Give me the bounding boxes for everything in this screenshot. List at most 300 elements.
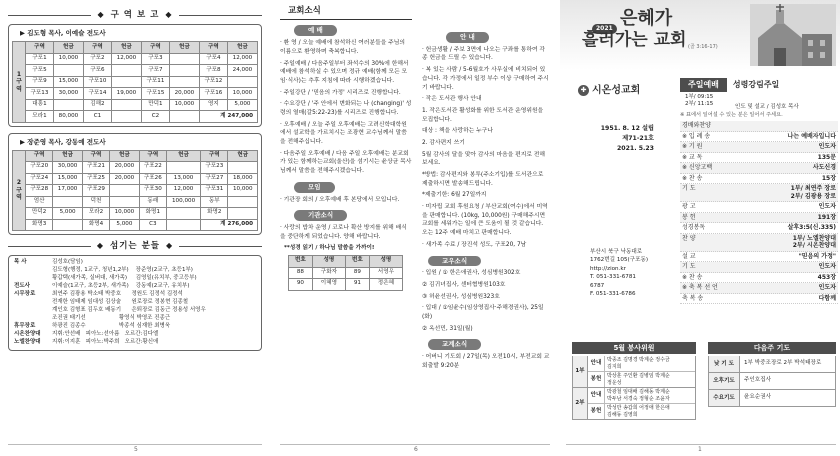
table-cell: 구포28 [26,185,53,197]
table-cell: 5,000 [227,99,257,111]
table-cell: 88 [289,267,313,279]
table-row [13,65,258,77]
church-items [422,269,550,333]
staff-names: 김도형(행정, 1교구, 청년1,2부) 장준영(2교구, 초등1부) [52,267,193,274]
table-cell: 구포22 [139,162,166,174]
table-cell: 구포8 [199,65,227,77]
order-detail: 인도자 [818,263,836,270]
news-item: 2. 감사편지 쓰기 [422,139,465,146]
table-cell: C3 [139,219,166,231]
table-cell: 구포10 [83,76,111,88]
table-cell [111,65,141,77]
staff-role: 목 사 [14,259,27,266]
server-part-label: 1부 [573,356,588,387]
staff-role [14,267,52,275]
table-row [13,208,258,220]
table-cell [167,208,201,220]
order-item: ※ 축 복 선 언 [682,284,718,291]
table-cell: 구포27 [201,173,228,185]
address-line: http://zion.kr [590,265,626,272]
table-row [13,111,258,123]
district-label: 1 구 역 [13,42,26,123]
address-line: F. 051-331-6786 [590,290,636,297]
table-cell [111,76,141,88]
staff-names: 황갑택(새가족, 실버대, 새가족) 김영일(유치부, 중고등부) [52,275,197,282]
next-prayer-title: 다음주 기도 [708,342,836,354]
table-cell: 구포12 [199,76,227,88]
meeting-label: 모임 [294,182,335,193]
order-item: ※ 교 독 [682,153,703,161]
page-1-cover [560,0,840,456]
order-item: 경배와찬양 [682,122,711,129]
table-cell: 화명4 [82,219,109,231]
order-detail: 135문 [817,153,836,161]
news-column [280,6,412,291]
staff-names: 최연주 김광용 박소태 박중호 정원도 김정석 김정석 [52,291,183,298]
table-cell: 구포24 [26,173,53,185]
column-header: 헌금 [111,42,141,54]
address-line: 부산시 북구 낙동대로 [590,249,643,255]
page-number: 6 [414,445,418,453]
order-item: 기 도 [682,263,696,270]
table-cell: 20,000 [110,173,139,185]
district-total: 계 247,000 [199,111,257,123]
table-row [13,173,258,185]
table-row [13,196,258,208]
table-cell: 12,000 [111,53,141,65]
table-cell: C1 [83,111,111,123]
table-cell: 구포25 [82,173,109,185]
order-row [680,163,838,174]
order-detail: 1부/ 최연주 장로 2부/ 김광용 장로 [790,185,836,200]
table-cell: 구포21 [82,162,109,174]
table-cell: 구포16 [199,88,227,100]
table-cell: 15,000 [53,173,82,185]
offering-section-title: ◆ 구 역 보 고 ◆ [8,10,262,21]
next-prayer-table [708,356,836,407]
staff-role: 노엘찬양대 [14,339,41,346]
server-role: 안내 [588,356,605,371]
order-detail: 나는 예배자입니다 [787,132,836,140]
table-cell: 영지 [199,99,227,111]
staff-names: 지휘:안선배 피아노:선아름 오르간:김다엘 [52,331,159,338]
column-header: 구역 [82,150,109,162]
service-times: 1부/ 09:15 2부/ 11:15 [685,94,714,108]
news-item: · 새가족 수료 / 장진석 성도, 구포20, 7남 [422,241,527,248]
news-item: · 수요강단 / '주 안에서 변화되는 나 (changing)' 성령의 열매(갈5:22-23)를 시리즈로 진행합니다. [280,101,412,117]
server-role: 안내 [588,388,605,403]
order-row [680,283,838,294]
table-cell: 화명2 [201,208,228,220]
table-cell: 구포13 [26,88,54,100]
reading-table [288,255,403,291]
staff-role: 휴무장로 [14,323,36,330]
column-header: 구역 [139,150,166,162]
table-cell: 화명1 [139,208,166,220]
table-cell: 구포9 [26,76,54,88]
table-cell: 김해2 [83,99,111,111]
staff-role: 전도사 [14,283,30,290]
table-cell: 구포20 [26,162,53,174]
table-cell: 5,000 [53,208,82,220]
table-cell: 구포14 [83,88,111,100]
order-leader: 인도 및 설교 / 김성호 목사 [735,104,799,110]
district1-table [12,41,258,123]
table-cell: 모라2 [82,208,109,220]
table-cell: 10,000 [110,208,139,220]
table-cell: 구포23 [201,162,228,174]
table-cell: 12,000 [167,185,201,197]
news-item: · 미자립 교회 후원요청 / 부산교회(여수)에서 미역을 판매합니다. (10kg, 10,000원) 구매해주시면 교회를 세워가는 일에 큰 도움이 될 것 같습니다. 오는 12주 예배 마치고 판매합니다. [422,204,548,237]
table-cell: 90 [289,279,313,291]
table-cell: 24,000 [227,65,257,77]
news-item: · 입대 / ①임윤수(임상영집사·주해경권사), 25일(화) [422,305,544,321]
order-item: ※ 신앙고백 [682,164,713,171]
news-item: 1. 작은도서관 활성화를 위한 도서관 운영위원을 모집합니다. [422,107,544,123]
district-label: 2 구 역 [13,150,26,231]
server-role: 봉헌 [588,372,605,387]
table-row [13,219,258,231]
column-header: 번호 [289,256,313,268]
notice-label: 안 내 [446,32,489,43]
server-row [588,403,695,419]
order-row [680,294,838,305]
table-row [289,267,403,279]
column-header: 헌금 [53,150,82,162]
table-cell: 구포7 [141,65,169,77]
server-part [572,356,696,388]
column-header: 구역 [201,150,228,162]
server-row [588,356,695,371]
order-detail: "믿음의 가정" [798,252,836,260]
staff-names: 조진권 태기선 황영식 박영조 진종근 [52,315,171,322]
table-row [13,76,258,88]
news-item: 대상 : 책을 사랑하는 누구나 [422,128,493,135]
table-row [13,53,258,65]
table-cell: 80,000 [53,111,83,123]
table-cell [169,53,199,65]
table-cell: 89 [345,267,369,279]
news-item: · 기관장 회의 / 오후예배 후 본당에서 모입니다. [280,196,400,203]
order-item: 기 도 [682,185,696,192]
verse-ref: (골 3:16-17) [688,44,718,50]
table-cell [53,219,82,231]
table-header-row [13,150,258,162]
order-row [680,184,838,202]
prayer-person: 주인호집사 [744,377,772,384]
news-item: *제출기한: 6월 27일까지 [422,192,487,199]
district2-table [12,150,258,232]
table-cell: 구포31 [201,185,228,197]
district1-box [8,24,262,126]
table-cell [228,162,258,174]
prayer-person: 윤요순권사 [744,394,772,401]
table-row [13,88,258,100]
prayer-person: 1부 박중조장로 2부 박석태장로 [744,360,822,367]
cover-header [560,0,840,70]
table-header-row [289,256,403,268]
server-part-label: 2부 [573,388,588,419]
table-cell: 구포15 [141,88,169,100]
table-cell: 10,000 [228,185,258,197]
page-5 [0,0,268,456]
order-detail: 인도자 [818,143,836,150]
table-cell [110,185,139,197]
table-cell: 구포2 [83,53,111,65]
table-cell: 10,000 [53,53,83,65]
table-cell [169,65,199,77]
news-item: · 어버니 기도회 / 27일(목) 오전10시, 부전교회 교회출발 9:20분 [422,354,550,369]
cover-title-line1: 은혜가 [620,8,673,29]
staff-names: 계인호 김형표 김두호 배동기 은퇴장로 김동근 정용성 서영우 [52,307,206,314]
prayer-slot: 낮 기 도 [709,356,740,372]
table-cell: 12,000 [227,53,257,65]
table-cell: 구포4 [199,53,227,65]
table-cell [111,99,141,111]
page-number: 5 [134,445,138,453]
order-item: ※ 입 례 송 [682,132,711,140]
table-row [289,279,403,291]
order-row [680,202,838,213]
news-item: · 헌금생활 / 주보 3면에 나오는 구좌를 통하여 각종 헌금을 드릴 수 있습니다. [422,46,546,62]
column-header: 구역 [26,42,54,54]
table-cell: 91 [345,279,369,291]
staff-role: 시온찬양대 [14,331,41,338]
table-cell: 5,000 [110,219,139,231]
order-item: 봉 헌 [682,213,696,221]
table-cell: 19,000 [111,88,141,100]
news-item: ② 옥선민, 31일(월) [422,325,473,332]
server-role: 봉헌 [588,404,605,419]
order-detail: 191장 [817,213,836,221]
order-row [680,142,838,153]
order-row [680,252,838,263]
worship-banner: 주일예배 성령강림주일 [680,78,838,92]
order-detail: 인도자 [818,284,836,291]
table-cell: 20,000 [110,162,139,174]
staff-names: 지휘:이지훈 피아노:박주희 오르간:황신애 [52,339,159,346]
staff-names: 김성호(담임) [52,259,83,266]
order-item: 찬 양 [682,234,696,242]
address-line: 6787 [590,282,605,289]
news-item: 5월 감사의 달을 맞아 감사의 마음을 편지로 전해보세요. [422,151,545,167]
order-item: ※ 찬 송 [682,174,703,182]
table-cell: 이혜영 [312,279,345,291]
table-cell: 구포30 [139,185,166,197]
column-header: 헌금 [227,42,257,54]
table-cell: 17,000 [53,185,82,197]
table-cell: 10,000 [169,99,199,111]
church-logo-icon: ✚ [578,85,589,96]
table-cell [53,99,83,111]
church-news-label: 교우소식 [428,256,481,267]
table-cell: 대흥1 [26,99,54,111]
order-note: ※ 표에서 일어설 수 있는 분은 일어서 주세요. [680,112,783,118]
table-cell: 구포5 [26,65,54,77]
order-row [680,153,838,164]
column-header: 헌금 [53,42,83,54]
notice-items [422,46,550,250]
server-row [588,371,695,387]
table-cell: C2 [141,111,169,123]
table-cell [167,162,201,174]
prayer-row [708,390,836,407]
economy-label: 교계소식 [428,339,481,350]
order-item: 성경봉독 [682,224,706,231]
table-cell: 15,000 [53,76,83,88]
column-header: 번호 [345,256,369,268]
notice-column [422,6,550,374]
table-cell: 만덕1 [141,99,169,111]
column-header: 구역 [26,150,53,162]
staff-section-title: ◆ 섬기는 분들 ◆ [8,241,262,252]
worship-label: 예 배 [294,25,337,36]
page-6 [280,0,552,456]
table-cell: 엄산 [26,196,53,208]
order-item: 축 복 송 [682,294,704,302]
table-row [13,162,258,174]
table-cell: 정은혜 [369,279,402,291]
order-row [680,223,838,234]
order-item: ※ 찬 송 [682,273,703,281]
table-cell: 구포6 [83,65,111,77]
table-cell [111,111,141,123]
table-cell: 서영우 [369,267,402,279]
staff-row [14,331,256,339]
org-items [280,224,412,241]
table-cell: 동래 [139,196,166,208]
table-cell: 30,000 [53,162,82,174]
staff-box [8,255,262,351]
column-header: 성명 [369,256,402,268]
year-badge: 2021 [592,24,617,34]
order-detail: 인도자 [818,203,836,210]
column-header: 헌금 [169,42,199,54]
column-header: 헌금 [228,150,258,162]
order-row [680,273,838,284]
column-header: 구역 [83,42,111,54]
table-cell: 구포29 [82,185,109,197]
server-names: 박종조 김명경 박계순 정수금 김지희 [607,357,670,370]
economy-items [422,353,550,370]
news-item: · 복 있는 사람 / 5-6월호가 사무실에 비치되어 있습니다. 각 가정에서 일정 부수 이상 구매하여 주시기 바랍니다. [422,67,549,91]
table-cell [110,196,139,208]
table-cell: 만덕2 [26,208,53,220]
reading-caption: **성경 읽기 / 하나님 말씀을 가까이! [284,245,375,252]
server-row [588,388,695,403]
table-header-row [13,42,258,54]
district2-box [8,133,262,235]
order-item: 광 고 [682,203,696,210]
order-row [680,234,838,252]
servers-table [572,356,696,420]
server-names: 박광철 임대배 김해동 박계순 박두남 서경숙 정형순 조윤자 [607,389,670,402]
district2-leader: ▶ 장준영 목사, 강동예 전도사 [20,137,106,146]
table-cell: 모라1 [26,111,54,123]
staff-role [14,299,52,307]
staff-row [14,323,256,331]
sunday-title: 성령강림주일 [727,78,838,92]
table-cell: 구화자 [312,267,345,279]
table-cell: 100,000 [167,196,201,208]
column-header: 구역 [141,42,169,54]
table-cell [228,196,258,208]
table-cell: 동부 [201,196,228,208]
table-cell: 구포1 [26,53,54,65]
server-names: 박상훈 주인환 김병임 박계순 정운성 [607,373,670,386]
table-cell: 화명3 [26,219,53,231]
news-item: · 환 영 / 오늘 예배에 참석하신 여러분들을 주님의 이름으로 환영하며 축복합니다. [280,40,405,55]
order-row [680,121,838,132]
news-item: *방법: 감사편지와 봉투(주소기입)를 도서관으로 제출하시면 발송해드립니다. [422,172,544,187]
column-header: 헌금 [167,150,201,162]
news-item: · 주일예배 / 다음주일부터 좌석수의 30%에 한해서 예배에 참석하실 수 있으며 정규 예배(함께 모든 모임·식사)는 추후 지침에 따라 시행하겠습니다. [280,60,409,84]
worship-items [280,39,412,176]
staff-role [14,307,52,315]
order-detail: 다함께 [818,294,836,302]
staff-names: 전재한 임태제 임대성 김상술 원로장로 정봉현 김종철 [52,299,189,306]
prayer-row [708,356,836,373]
table-row [13,99,258,111]
bulletin-info: 1951. 8. 12 설립 제71-21호 2021. 5.23 [600,125,654,152]
table-cell [167,219,201,231]
server-names: 박성만 송갑희 어정애 한은애 김해동 김영희 [607,405,670,418]
meeting-items [280,196,412,205]
prayer-slot: 수요기도 [709,390,740,406]
order-row [680,174,838,185]
district-total: 계 276,000 [201,219,258,231]
column-header: 성명 [312,256,345,268]
table-cell: 20,000 [169,88,199,100]
order-row [680,262,838,273]
news-item: ③ 허윤선권사, 성심병원323호 [422,293,500,300]
order-row [680,213,838,224]
table-cell [169,111,199,123]
order-detail: 453장 [817,273,836,281]
order-detail: 살후3:5(신.335) [787,224,836,231]
news-title: 교회소식 [288,6,321,16]
column-header: 헌금 [110,150,139,162]
table-cell: 구포26 [139,173,166,185]
table-cell: 18,000 [228,173,258,185]
order-item: 설 교 [682,252,696,260]
table-cell [227,76,257,88]
order-row [680,132,838,143]
table-row [13,185,258,197]
order-detail: 1부/ 노엘찬양대 2부/ 시온찬양대 [792,234,836,249]
staff-row [14,339,256,347]
news-item: · 사랑의 밥차 운영 / 코로나 확산 방지를 위해 배식을 중단하게 되었습니다. 양해 바랍니다. [280,225,407,240]
news-item: · 작은 도서관 행사 안내 [422,96,482,103]
church-building-icon [750,4,836,66]
table-cell: 10,000 [227,88,257,100]
prayer-slot: 오후기도 [709,373,740,389]
table-cell: 덕천 [82,196,109,208]
church-name: ✚ 시온성교회 [578,84,640,98]
church-address [590,248,648,298]
table-cell [53,196,82,208]
news-item: · 주일강단 / '믿음의 가정' 시리즈로 진행합니다. [280,89,401,96]
table-cell: 구포11 [141,76,169,88]
staff-role: 시무장로 [14,291,36,298]
news-item: · 다음주일 오후예배 / 다음 주일 오후예배는 분교회가 있는 함께하는교회(울산)을 섬기시는 윤상균 목사님께서 말씀을 전해주시겠습니다. [280,150,412,175]
prayer-row [708,373,836,390]
table-cell [53,65,83,77]
table-cell: 구포3 [141,53,169,65]
staff-names: 이예슬(1교구, 초등2부, 새가족) 강동예(2교구, 유치부) [52,283,190,290]
cover-title-line2: 흘러가는 교회 [582,30,687,50]
worship-order [680,121,838,304]
